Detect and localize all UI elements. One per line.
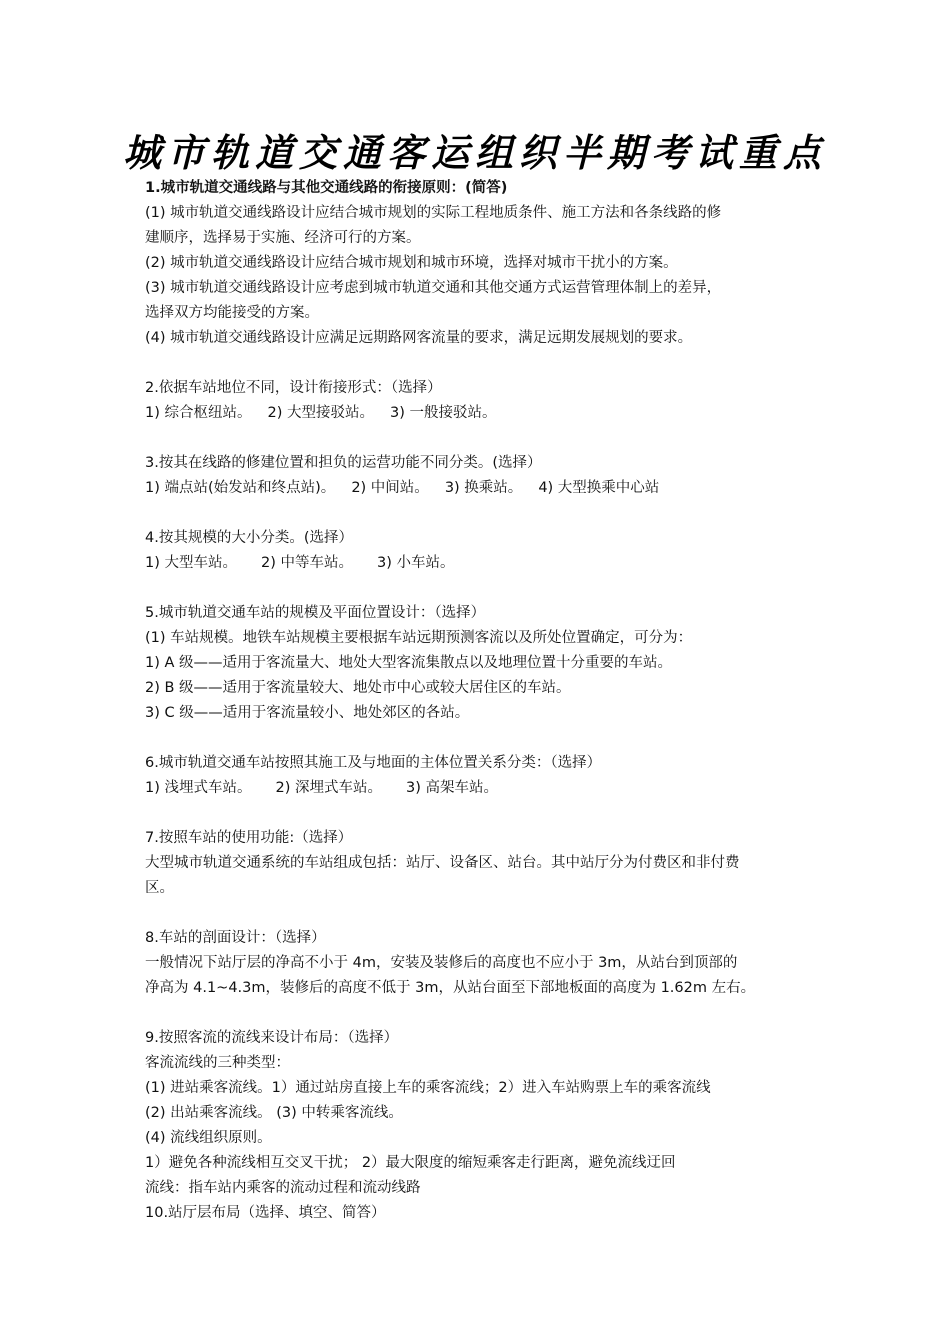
- blank-line: [145, 426, 815, 451]
- paragraph-line: 一般情况下站厅层的净高不小于 4m，安装及装修后的高度也不应小于 3m，从站台到顶部的: [145, 955, 738, 971]
- section-heading: 6.城市轨道交通车站按照其施工及与地面的主体位置关系分类：（选择）: [145, 755, 602, 771]
- document-title: 城市轨道交通客运组织半期考试重点: [122, 130, 827, 175]
- paragraph-line: 选择双方均能接受的方案。: [145, 305, 319, 321]
- paragraph-line: (3) 城市轨道交通线路设计应考虑到城市轨道交通和其他交通方式运营管理体制上的差异，: [145, 280, 722, 296]
- section-heading: 9.按照客流的流线来设计布局：（选择）: [145, 1030, 399, 1046]
- list-item: 2) 中等车站。: [261, 555, 353, 571]
- section-heading: 1.城市轨道交通线路与其他交通线路的衔接原则：(简答): [145, 180, 508, 196]
- item-row: [145, 776, 815, 801]
- paragraph-line: (4) 城市轨道交通线路设计应满足远期路网客流量的要求，满足远期发展规划的要求。: [145, 330, 693, 346]
- paragraph-line: 3) C 级——适用于客流量较小、地处郊区的各站。: [145, 705, 470, 721]
- list-item: 4) 大型换乘中心站: [538, 480, 660, 496]
- paragraph-line: (1) 车站规模。地铁车站规模主要根据车站远期预测客流以及所处位置确定，可分为：: [145, 630, 693, 646]
- paragraph-line: 1）避免各种流线相互交叉干扰； 2）最大限度的缩短乘客走行距离，避免流线迂回: [145, 1155, 676, 1171]
- list-item: 1) 大型车站。: [145, 555, 237, 571]
- section-heading: 8.车站的剖面设计：（选择）: [145, 930, 326, 946]
- item-row: [145, 551, 815, 576]
- paragraph-line: (2) 出站乘客流线。 (3) 中转乘客流线。: [145, 1105, 403, 1121]
- list-item: 3) 小车站。: [377, 555, 455, 571]
- paragraph-line: (1) 进站乘客流线。1）通过站房直接上车的乘客流线；2）进入车站购票上车的乘客流线: [145, 1080, 711, 1096]
- list-item: 1) 浅埋式车站。: [145, 780, 252, 796]
- list-item: 3) 一般接驳站。: [390, 405, 497, 421]
- section-heading: 3.按其在线路的修建位置和担负的运营功能不同分类。(选择）: [145, 455, 542, 471]
- list-item: 3) 换乘站。: [444, 480, 523, 496]
- paragraph-line: (2) 城市轨道交通线路设计应结合城市规划和城市环境，选择对城市干扰小的方案。: [145, 255, 678, 271]
- section-heading: 7.按照车站的使用功能:（选择）: [145, 830, 353, 846]
- section-heading: 4.按其规模的大小分类。(选择）: [145, 530, 353, 546]
- item-row: [145, 401, 815, 426]
- section-heading: 5.城市轨道交通车站的规模及平面位置设计：（选择）: [145, 605, 486, 621]
- paragraph-line: (4) 流线组织原则。: [145, 1130, 272, 1146]
- paragraph-line: 净高为 4.1~4.3m，装修后的高度不低于 3m，从站台面至下部地板面的高度为 1.62m 左右。: [145, 980, 756, 996]
- list-item: 2) 中间站。: [351, 480, 429, 496]
- blank-line: [145, 501, 815, 526]
- paragraph-line: 流线：指车站内乘客的流动过程和流动线路: [145, 1180, 421, 1196]
- blank-line: [145, 901, 815, 926]
- paragraph-line: 2) B 级——适用于客流量较大、地处市中心或较大居住区的车站。: [145, 680, 571, 696]
- blank-line: [145, 726, 815, 751]
- blank-line: [145, 351, 815, 376]
- list-item: 3) 高架车站。: [406, 780, 498, 796]
- paragraph-line: 1) A 级——适用于客流量大、地处大型客流集散点以及地理位置十分重要的车站。: [145, 655, 673, 671]
- section-heading: 2.依据车站地位不同，设计衔接形式：（选择）: [145, 380, 442, 396]
- list-item: 2) 深埋式车站。: [275, 780, 382, 796]
- document-body: [145, 176, 815, 1226]
- section-heading: 10.站厅层布局（选择、填空、简答）: [145, 1205, 386, 1221]
- paragraph-line: 建顺序，选择易于实施、经济可行的方案。: [145, 230, 421, 246]
- blank-line: [145, 1001, 815, 1026]
- list-item: 2) 大型接驳站。: [267, 405, 374, 421]
- blank-line: [145, 801, 815, 826]
- paragraph-line: 客流流线的三种类型：: [145, 1055, 290, 1071]
- item-row: [145, 476, 815, 501]
- list-item: 1) 端点站(始发站和终点站)。: [145, 480, 336, 496]
- paragraph-line: 大型城市轨道交通系统的车站组成包括：站厅、设备区、站台。其中站厅分为付费区和非付费: [145, 855, 740, 871]
- paragraph-line: 区。: [145, 880, 174, 896]
- blank-line: [145, 576, 815, 601]
- paragraph-line: (1) 城市轨道交通线路设计应结合城市规划的实际工程地质条件、施工方法和各条线路的修: [145, 205, 722, 221]
- list-item: 1) 综合枢纽站。: [145, 405, 252, 421]
